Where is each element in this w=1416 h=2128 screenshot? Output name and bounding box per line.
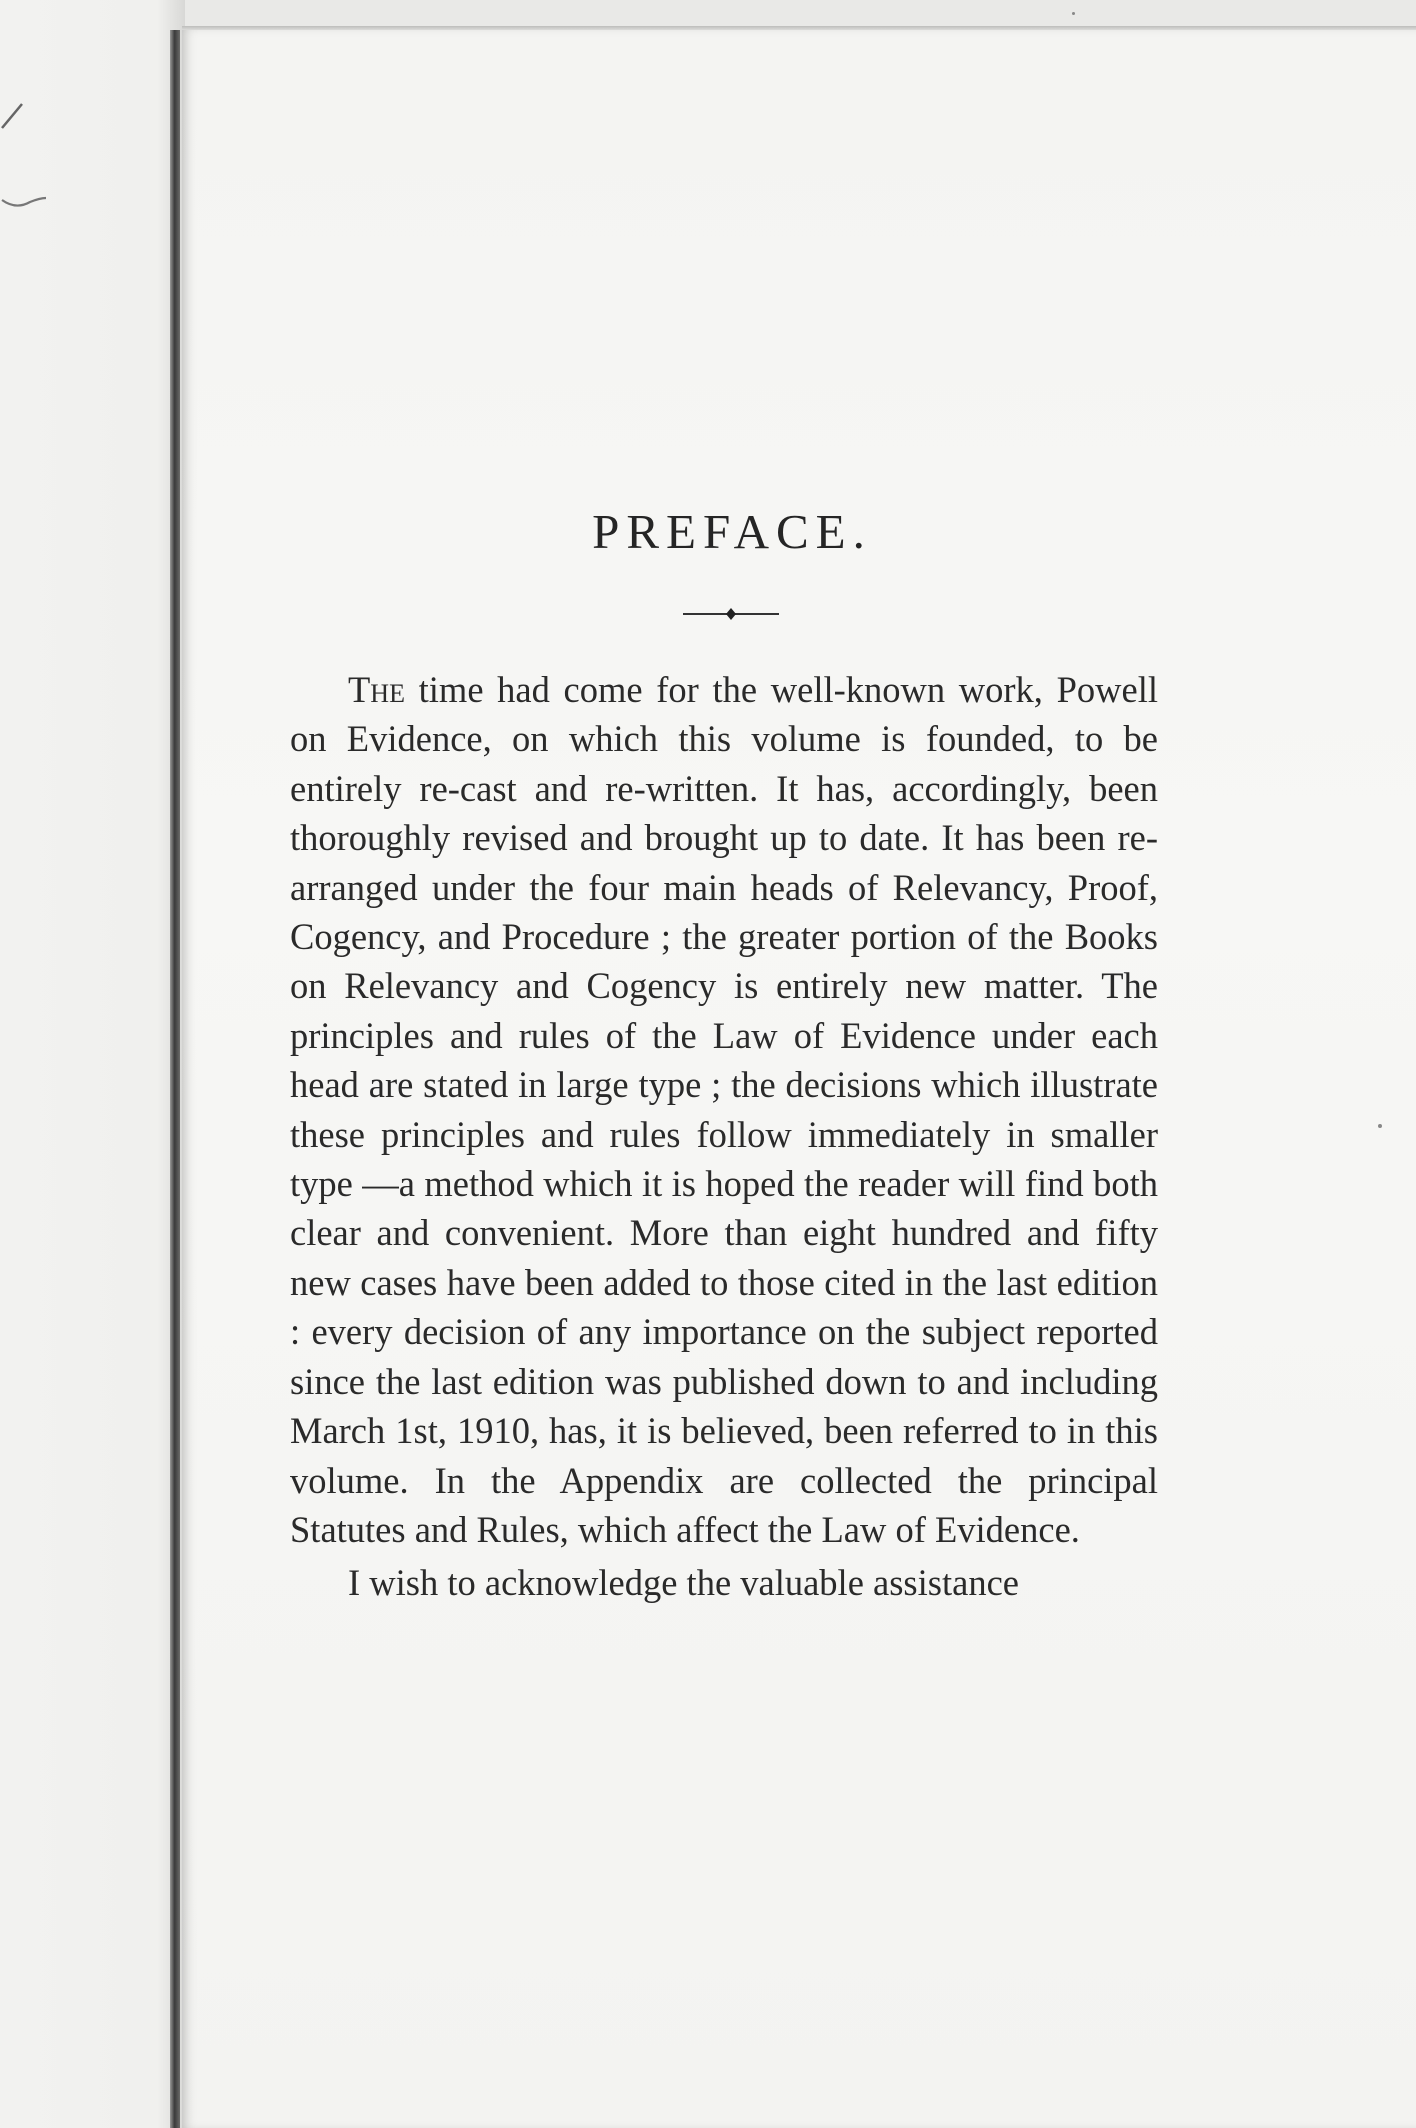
page-title: PREFACE. [592,504,872,559]
paper-speck [1072,12,1075,15]
title-rule-ornament [683,607,779,621]
paragraph-text: time had come for the well-known work, Powell on Evidence, on which this volume is founded, to be entirely re-cast and re-written. It has, accordingly, been thoroughly revised and brought up to date. It has been re-arranged under the four main heads of Relevancy, Proof, Cogency, and Procedure ; the greater portion of the Books on Relevancy and Cogency is entirely new matter. The principles and rules of the Law of Evidence under each head are stated in large type ; the decisions which illustrate these principles and rules follow immediately in smaller type —a method which it is hoped the reader will find both clear and convenient. More than eight hundred and fifty new cases have been added to those cited in the last edition : every decision of any importance on the subject reported since the last edition was published down to and including March 1st, 1910, has, it is believed, been referred to in this volume. In the Appendix are collected the principal Statutes and Rules, which affect the Law of Evidence. [290,669,1158,1550]
paper-speck [1378,1124,1382,1128]
pencil-margin-mark [0,90,60,220]
preface-paragraph [290,1558,1158,1607]
preface-body [290,665,1158,1608]
paragraph-lead-word: The [348,669,405,710]
preface-paragraph [290,665,1158,1554]
adjacent-page-edge [0,0,185,2128]
paragraph-text: I wish to acknowledge the valuable assistance [348,1562,1019,1604]
book-spine-shadow [170,30,180,2128]
